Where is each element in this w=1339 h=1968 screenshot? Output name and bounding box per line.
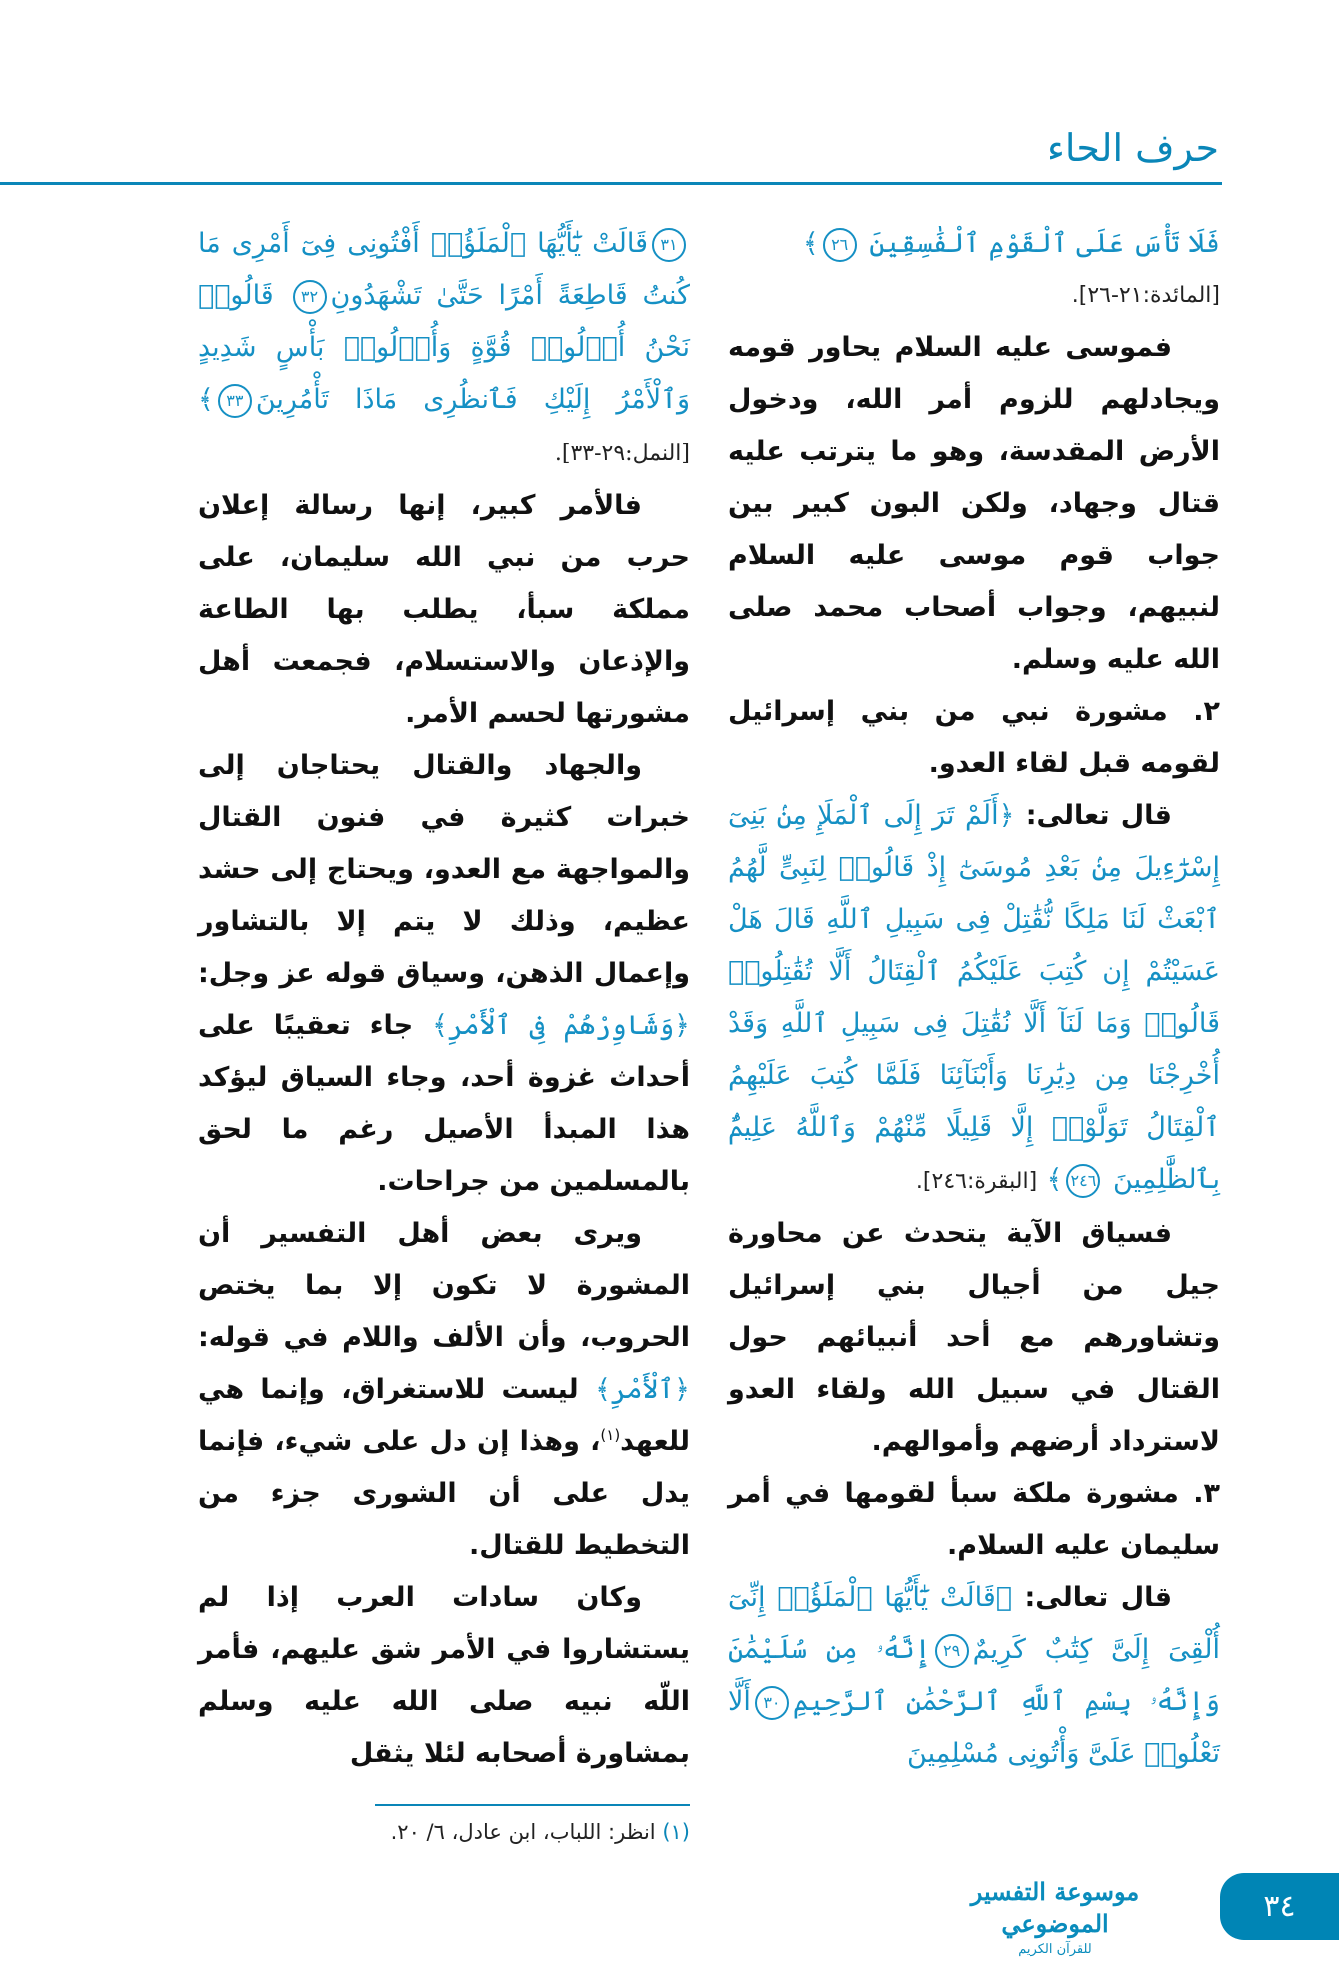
paragraph <box>728 790 1220 1208</box>
closing-bracket-icon: ﴾ <box>1046 1164 1063 1195</box>
paragraph <box>198 740 690 1208</box>
text: ويرى بعض أهل التفسير أن المشورة لا تكون إلا بما يختص الحروب، وأن الألف واللام في قوله: <box>198 1218 690 1353</box>
opening-bracket-icon: ﴿ <box>674 1374 690 1405</box>
ayah-number: ٣٣ <box>218 384 252 418</box>
verse-reference: [المائدة:٢١-٢٦]. <box>1071 283 1220 308</box>
logo-title: موسوعة التفسير الموضوعي <box>970 1877 1140 1938</box>
quran-text: قَالَتْ يَٰٓأَيُّهَا ٱلْمَلَؤُا۟ أَفْتُونِى فِىٓ أَمْرِى مَا كُنتُ قَاطِعَةً أَمْرًا حَتَّىٰ تَشْهَدُونِ <box>198 228 690 311</box>
footnote-divider <box>375 1804 690 1806</box>
quran-text: فَلَا تَأْسَ عَلَى ٱلْقَوْمِ ٱلْفَٰسِقِينَ <box>869 228 1220 259</box>
verse-reference: [البقرة:٢٤٦]. <box>915 1169 1038 1194</box>
ayah-number: ٢٤٦ <box>1066 1164 1100 1198</box>
quran-verse <box>728 800 1220 1195</box>
text: والجهاد والقتال يحتاجان إلى خبرات كثيرة في فنون القتال والمواجهة مع العدو، ويحتاج إلى حشد عظيم، وذلك لا يتم إلا بالتشاور وإعمال الذهن، وسياق قوله عز وجل: <box>198 750 690 989</box>
quran-verse <box>728 218 1220 270</box>
quran-text: قَالَتْ يَٰٓأَيُّهَا ٱلْمَلَؤُا۟ إِنِّىٓ أُلْقِىَ إِلَىَّ كِتَٰبٌ كَرِيمٌ <box>728 1582 1220 1665</box>
footnote-number: (١) <box>662 1820 690 1844</box>
intro-text: قال تعالى: <box>1025 800 1172 831</box>
verse-reference: [النمل:٢٩-٣٣]. <box>554 441 690 466</box>
paragraph: فموسى عليه السلام يحاور قومه ويجادلهم للزوم أمر الله، ودخول الأرض المقدسة، وهو ما يترتب عليه قتال وجهاد، ولكن البون كبير بين جواب قوم موسى عليه السلام لنبيهم، وجواب أصحاب محمد صلى الله عليه وسلم. <box>728 332 1220 675</box>
footnote-marker[interactable]: (١) <box>600 1426 621 1444</box>
quran-text: أَلَّا تَعْلُوا۟ عَلَىَّ وَأْتُونِى مُسْلِمِينَ <box>728 1686 1220 1769</box>
section-heading: ٢. مشورة نبي من بني إسرائيل لقومه قبل لقاء العدو. <box>728 696 1220 779</box>
paragraph: فسياق الآية يتحدث عن محاورة جيل من أجيال بني إسرائيل وتشاورهم مع أحد أنبيائهم حول القتال في سبيل الله ولقاء العدو لاسترداد أرضهم وأموالهم. <box>728 1218 1220 1457</box>
ayah-number: ٢٩ <box>935 1634 969 1668</box>
paragraph <box>728 1572 1220 1780</box>
page-footer <box>0 1858 1339 1968</box>
ayah-number: ٣٠ <box>755 1686 789 1720</box>
left-column <box>198 218 690 1848</box>
ayah-number: ٣١ <box>652 228 686 262</box>
footnote-area <box>198 1780 690 1848</box>
intro-text: قال تعالى: <box>1024 1582 1172 1613</box>
chapter-title: حرف الحاء <box>1046 126 1219 170</box>
quran-text: وَشَاوِرْهُمْ فِى ٱلْأَمْرِ <box>447 1010 675 1041</box>
right-column <box>728 218 1220 1848</box>
quran-text: إِنَّهُۥ مِن سُلَيْمَٰنَ وَإِنَّهُۥ بِسْمِ ٱللَّهِ ٱلرَّحْمَٰنِ ٱلرَّحِيمِ <box>728 1634 1220 1717</box>
ayah-number: ٣٢ <box>293 280 327 314</box>
section-heading: ٣. مشورة ملكة سبأ لقومها في أمر سليمان عليه السلام. <box>728 1478 1220 1561</box>
text: جاء تعقيبًا على أحداث غزوة أحد، وجاء السياق ليؤكد هذا المبدأ الأصيل رغم ما لحق بالمسلمين من جراحات. <box>198 1010 690 1197</box>
closing-bracket-icon: ﴾ <box>595 1374 611 1405</box>
quran-text: قَالُوا۟ نَحْنُ أُو۟لُوا۟ قُوَّةٍ وَأُو۟لُوا۟ بَأْسٍ شَدِيدٍ وَٱلْأَمْرُ إِلَيْكِ فَٱنظُرِى مَاذَا تَأْمُرِينَ <box>198 280 690 415</box>
opening-bracket-icon: ﴿ <box>998 800 1015 831</box>
quran-verse <box>432 1010 690 1041</box>
quran-text: أَلَمْ تَرَ إِلَى ٱلْمَلَإِ مِنۢ بَنِىٓ إِسْرَٰٓءِيلَ مِنۢ بَعْدِ مُوسَىٰٓ إِذْ قَالُوا۟ لِنَبِىٍّ لَّهُمُ ٱبْعَثْ لَنَا مَلِكًا نُّقَٰتِلْ فِى سَبِيلِ ٱللَّهِ قَالَ هَلْ عَسَيْتُمْ إِن كُتِبَ عَلَيْكُمُ ٱلْقِتَالُ أَلَّا تُقَٰتِلُوا۟ قَالُوا۟ وَمَا لَنَآ أَلَّا نُقَٰتِلَ فِى سَبِيلِ ٱللَّهِ وَقَدْ أُخْرِجْنَا مِن دِيَٰرِنَا وَأَبْنَآئِنَا فَلَمَّا كُتِبَ عَلَيْهِمُ ٱلْقِتَالُ تَوَلَّوْا۟ إِلَّا قَلِيلًا مِّنْهُمْ وَٱللَّهُ عَلِيمٌۢ بِٱلظَّٰلِمِينَ <box>728 800 1220 1195</box>
opening-bracket-icon: ﴿ <box>995 1582 1012 1613</box>
series-logo <box>930 1876 1180 1960</box>
logo-subtitle: للقرآن الكريم <box>1018 1942 1092 1957</box>
page-header <box>0 0 1339 190</box>
closing-bracket-icon: ﴾ <box>432 1010 448 1041</box>
paragraph: فالأمر كبير، إنها رسالة إعلان حرب من نبي الله سليمان، على مملكة سبأ، يطلب بها الطاعة والإذعان والاستسلام، فجمعت أهل مشورتها لحسم الأمر. <box>198 490 690 729</box>
text: ، وهذا إن دل على شيء، فإنما يدل على أن الشورى جزء من التخطيط للقتال. <box>198 1426 690 1561</box>
footnote-text: انظر: اللباب، ابن عادل، ٦/ ٢٠. <box>390 1820 656 1844</box>
closing-bracket-icon: ﴾ <box>198 384 214 415</box>
header-divider <box>0 182 1222 185</box>
page-body <box>0 190 1220 1848</box>
quran-verse <box>198 218 690 480</box>
paragraph <box>198 1208 690 1572</box>
quran-verse <box>595 1374 690 1405</box>
ayah-number: ٢٦ <box>823 228 857 262</box>
text: ليست للاستغراق، وإنما هي للعهد <box>198 1374 690 1457</box>
quran-text: ٱلْأَمْرِ <box>610 1374 675 1405</box>
opening-bracket-icon: ﴿ <box>674 1010 690 1041</box>
paragraph: وكان سادات العرب إذا لم يستشاروا في الأمر شق عليهم، فأمر اللّه نبيه صلى الله عليه وسلم بمشاورة أصحابه لئلا يثقل <box>198 1582 690 1769</box>
footnote <box>198 1816 690 1848</box>
closing-bracket-icon: ﴾ <box>802 228 819 259</box>
page-number-badge: ٣٤ <box>1220 1873 1339 1940</box>
